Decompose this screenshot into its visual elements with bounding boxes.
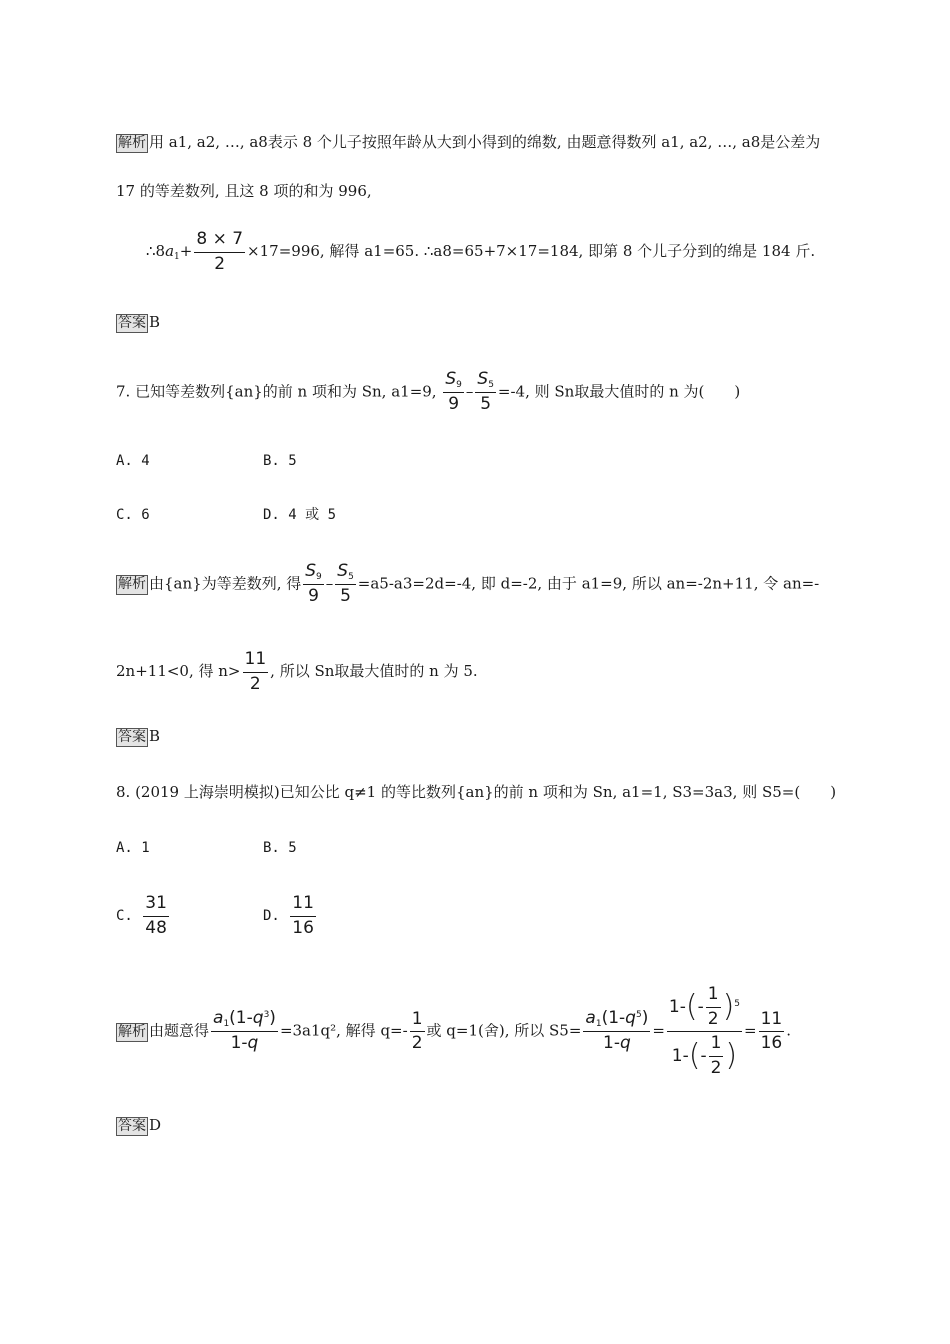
q8-stem: 8. (2019 上海崇明模拟)已知公比 q≠1 的等比数列{an}的前 n 项和为 Sn, a1=1, S3=3a3, 则 S5=( ): [116, 783, 837, 801]
q6-answer-value: B: [149, 313, 161, 331]
q7-frac-s9: $\frac{S_9}{9}$: [445, 369, 462, 415]
q6-eq-tail: ×17=996, 解得 a1=65. ∴a8=65+7×17=184, 即第 8 个儿子分到的绵是 184 斤.: [247, 242, 816, 261]
q8-option-c-frac: $\frac{31}{48}$: [145, 893, 167, 938]
q8-analysis-line: 解析 由题意得 $\frac{a_1(1-q^3)}{1-q}$ =3a1q², 解得 q=- $\frac{1}{2}$ 或 q=1(舍), 所以 S5= $\frac{a_1(1-q^5)}{1-q}$ = 1-(- $\frac{1}{2}$ )$^5$ 1-(- $\frac{1}{2}$ ) = $\frac{11}{16}$ .: [118, 984, 792, 1078]
q6-analysis-line1: [116, 134, 820, 153]
q8-answer-value: D: [149, 1116, 162, 1134]
q8-frac-sum3: $\frac{a_1(1-q^3)}{1-q}$: [213, 1008, 276, 1054]
q7-analysis-line2: [116, 650, 478, 694]
answer-tag: 答案: [116, 728, 148, 747]
answer-tag: 答案: [116, 314, 148, 333]
q8-option-d-frac: $\frac{11}{16}$: [292, 893, 314, 938]
q7-analysis-p2-tail: , 所以 Sn取最大值时的 n 为 5.: [270, 662, 478, 681]
q7-option-c: C. 6: [116, 507, 150, 523]
q7-analysis-line1: 解析 由{an}为等差数列, 得 $\frac{S_9}{9}$ – $\frac{S_5}{5}$ =a5-a3=2d=-4, 即 d=-2, 由于 a1=9, 所以 an=-2n+11, 令 an=-: [118, 561, 820, 607]
q8-frac-half: $\frac{1}{2}$: [411, 1008, 423, 1054]
q8-option-d: [263, 894, 318, 938]
q8-option-d-label: D.: [263, 908, 289, 925]
q6-answer: [116, 314, 160, 333]
q7-analysis-p2-head: 2n+11<0, 得 n>: [116, 662, 241, 681]
q7-frac-11-2: $\frac{11}{2}$: [244, 649, 267, 694]
q7-stem: 7. 已知等差数列{an}的前 n 项和为 Sn, a1=9, $\frac{S_9}{9}$ – $\frac{S_5}{5}$ =-4, 则 Sn取最大值时的 n 为( ): [116, 369, 741, 415]
q8-analysis-head: 由题意得: [149, 1021, 210, 1040]
q8-option-c: [116, 894, 171, 938]
q8-frac-final: $\frac{11}{16}$: [760, 1008, 783, 1054]
analysis-tag: 解析: [116, 575, 148, 594]
q8-option-c-label: C.: [116, 908, 142, 925]
q8-option-a: A. 1: [116, 840, 150, 856]
q7-analysis-head: 由{an}为等差数列, 得: [149, 574, 302, 593]
q6-frac-den: 2: [214, 253, 226, 274]
q7-answer: [116, 728, 160, 747]
q6-analysis-text-1: 用 a1, a2, …, a8表示 8 个儿子按照年龄从大到小得到的绵数, 由题意得数列 a1, a2, …, a8是公差为: [149, 133, 821, 151]
q6-equation-line: [146, 230, 815, 274]
q6-analysis-line2: 17 的等差数列, 且这 8 项的和为 996,: [116, 182, 372, 200]
q8-option-b: B. 5: [263, 840, 297, 856]
q8-analysis-mid2: 或 q=1(舍), 所以 S5=: [426, 1021, 582, 1040]
q7-option-a: A. 4: [116, 453, 150, 469]
q6-frac-num: 8 × 7: [194, 230, 245, 253]
q6-fraction: [194, 230, 245, 274]
q7-an-frac-s5: $\frac{S_5}{5}$: [337, 561, 354, 607]
analysis-tag: 解析: [116, 134, 148, 153]
answer-tag: 答案: [116, 1117, 148, 1136]
q6-eq-head: $\therefore 8a_1+$: [146, 242, 193, 263]
q7-option-b: B. 5: [263, 453, 297, 469]
q7-an-frac-s9: $\frac{S_9}{9}$: [305, 561, 322, 607]
analysis-tag: 解析: [116, 1023, 148, 1042]
q7-stem-tail: =-4, 则 Sn取最大值时的 n 为( ): [497, 382, 741, 401]
q8-frac-eval: 1-(- $\frac{1}{2}$ )$^5$ 1-(- $\frac{1}{2}$ ): [668, 984, 741, 1078]
q7-frac-s5: $\frac{S_5}{5}$: [477, 369, 494, 415]
q7-answer-value: B: [149, 727, 161, 745]
q7-option-d: D. 4 或 5: [263, 507, 337, 523]
q8-answer: [116, 1117, 161, 1136]
q7-analysis-mid: =a5-a3=2d=-4, 即 d=-2, 由于 a1=9, 所以 an=-2n+11, 令 an=-: [357, 574, 820, 593]
q8-analysis-mid1: =3a1q², 解得 q=-: [279, 1021, 408, 1040]
q8-frac-sum5: $\frac{a_1(1-q^5)}{1-q}$: [585, 1008, 649, 1054]
q7-stem-head: 7. 已知等差数列{an}的前 n 项和为 Sn, a1=9,: [116, 382, 437, 401]
